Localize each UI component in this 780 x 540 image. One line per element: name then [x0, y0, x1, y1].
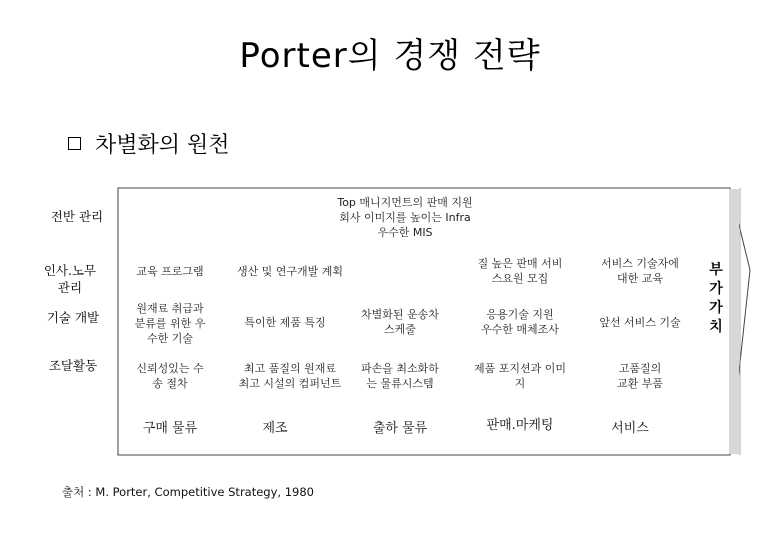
margin-label	[706, 261, 726, 337]
procure-cell-line: 는 물류시스템	[366, 377, 434, 390]
tech-cell: 특이한 제품 특징	[244, 316, 326, 329]
hr-cell: 교육 프로그램	[136, 265, 204, 278]
procure-cell-line: 교환 부품	[616, 377, 663, 390]
margin-shading	[729, 189, 739, 454]
primary-activity: 구매 물류	[142, 421, 198, 436]
hr-cell	[460, 256, 580, 286]
procure-cell-line: 지	[514, 377, 526, 390]
infra-line: 우수한 MIS	[377, 226, 433, 239]
tech-cell	[345, 307, 455, 337]
primary-activity: 판매.마케팅	[486, 418, 554, 433]
tech-cell-line: 수한 기술	[146, 332, 193, 345]
margin-label-char: 치	[709, 319, 723, 335]
tech-cell	[115, 301, 225, 346]
hr-cell: 생산 및 연구개발 계획	[236, 265, 344, 278]
row-label-hr-line: 관리	[57, 280, 83, 295]
tech-cell	[460, 307, 580, 337]
tech-cell-line: 우수한 매체조사	[481, 323, 559, 336]
tech-cell-line: 분류를 위한 우	[134, 317, 206, 330]
hr-cell-line: 대한 교육	[616, 272, 663, 285]
infra-line: 회사 이미지를 높이는 Infra	[339, 211, 471, 224]
row-label-hr	[40, 262, 100, 296]
procure-cell-line: 파손을 최소화하	[361, 362, 439, 375]
procure-cell-line: 신뢰성있는 수	[136, 362, 204, 375]
tech-cell-line: 스케줄	[384, 323, 416, 336]
procure-cell	[585, 361, 695, 391]
row-label-hr-line: 인사.노무	[43, 263, 97, 278]
procure-cell	[225, 361, 355, 391]
infra-cell	[300, 195, 510, 240]
hr-cell-line: 질 높은 판매 서비	[477, 257, 563, 270]
procure-cell	[345, 361, 455, 391]
tech-cell: 앞선 서비스 기술	[599, 316, 681, 329]
hr-cell	[585, 256, 695, 286]
margin-label-char: 가	[709, 281, 723, 297]
row-label-procure: 조달활동	[48, 358, 98, 373]
procure-cell-line: 제품 포지션과 이미	[473, 362, 566, 375]
procure-cell-line: 최고 품질의 원재료	[243, 362, 336, 375]
primary-activity: 서비스	[611, 421, 649, 436]
procure-cell	[115, 361, 225, 391]
procure-cell	[460, 361, 580, 391]
hr-cell-line: 스요원 모집	[491, 272, 549, 285]
tech-cell-line: 차별화된 운송차	[361, 308, 439, 321]
procure-cell-line: 고품질의	[618, 362, 662, 375]
hr-cell-line: 서비스 기술자에	[601, 257, 679, 270]
primary-activity: 제조	[262, 421, 288, 436]
infra-line: Top 매니지먼트의 판매 지원	[337, 196, 473, 209]
source-citation: 출처 : M. Porter, Competitive Strategy, 1980	[62, 485, 314, 499]
page-title: Porter의 경쟁 전략	[239, 36, 541, 76]
tech-cell-line: 원재료 취급과	[136, 302, 204, 315]
margin-label-char: 부	[709, 262, 723, 278]
procure-cell-line: 송 절차	[152, 377, 188, 390]
tech-cell-line: 응용기술 지원	[486, 308, 554, 321]
procure-cell-line: 최고 시설의 컴퍼넌트	[238, 377, 342, 390]
row-label-infra: 전반 관리	[50, 209, 104, 224]
section-heading-text: 차별화의 원천	[95, 133, 230, 158]
primary-activity: 출하 물류	[372, 421, 428, 436]
margin-label-char: 가	[709, 300, 723, 316]
row-label-tech: 기술 개발	[46, 310, 100, 325]
